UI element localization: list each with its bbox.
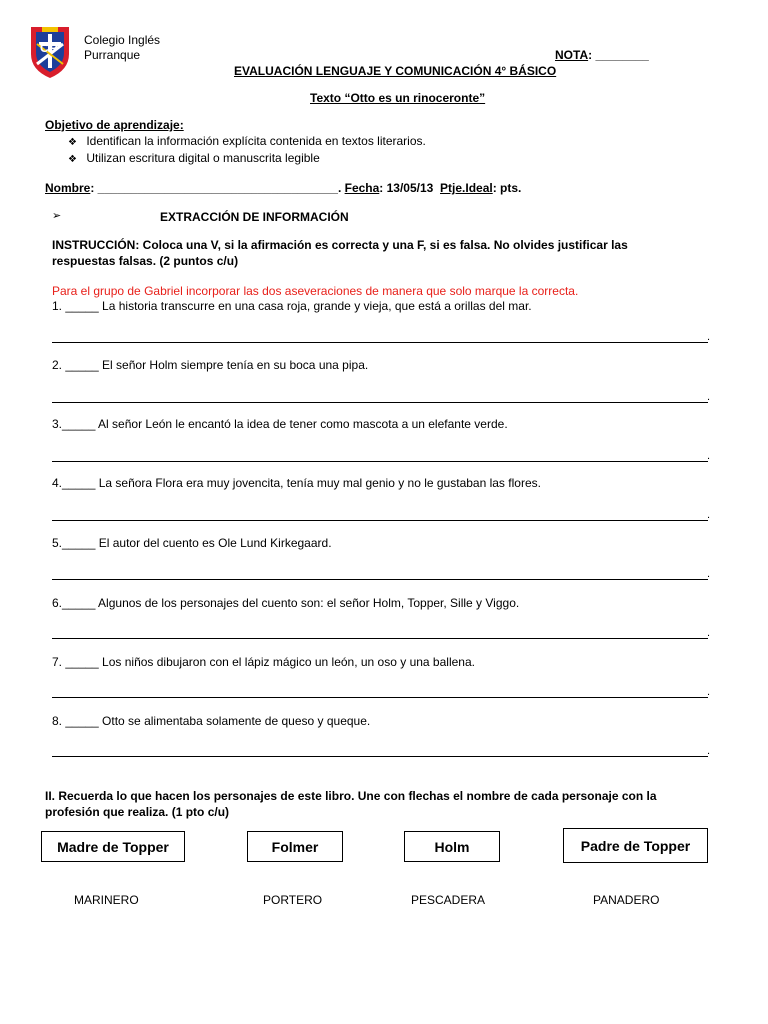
line-end-mark: . <box>707 745 711 757</box>
logo-text: CP <box>40 41 59 55</box>
school-name-line2: Purranque <box>84 48 141 62</box>
teacher-note: Para el grupo de Gabriel incorporar las dos aseveraciones de manera que solo marque la correcta. <box>52 284 579 298</box>
line-end-mark: . <box>707 331 711 343</box>
answer-line-4[interactable] <box>52 520 708 521</box>
objective-heading: Objetivo de aprendizaje: <box>45 118 184 132</box>
date-label: Fecha <box>344 181 380 195</box>
profession-marinero[interactable]: MARINERO <box>74 893 139 907</box>
answer-line-1[interactable] <box>52 342 708 343</box>
section2-heading-line1: II. Recuerda lo que hacen los personajes de este libro. Une con flechas el nombre de cada personaje con la <box>45 789 657 803</box>
document-subtitle: Texto “Otto es un rinoceronte” <box>310 91 486 105</box>
answer-line-3[interactable] <box>52 461 708 462</box>
grade-label: NOTA <box>555 48 589 62</box>
question-5: 5._____ El autor del cuento es Ole Lund Kirkegaard. <box>52 536 332 550</box>
answer-line-5[interactable] <box>52 579 708 580</box>
name-label: Nombre <box>45 181 91 195</box>
question-4: 4._____ La señora Flora era muy jovencita, tenía muy mal genio y no le gustaban las flores. <box>52 476 541 490</box>
date-value: : 13/05/13 <box>379 181 434 195</box>
student-info-row: Nombre: ____________________________________. Fecha: 13/05/13 Ptje.Ideal: pts. <box>45 181 522 195</box>
answer-line-6[interactable] <box>52 638 708 639</box>
question-7: 7. _____ Los niños dibujaron con el lápiz mágico un león, un oso y una ballena. <box>52 655 475 669</box>
profession-pescadera[interactable]: PESCADERA <box>411 893 486 907</box>
name-blank: : ____________________________________ <box>90 181 338 195</box>
question-3: 3._____ Al señor León le encantó la idea de tener como mascota a un elefante verde. <box>52 417 508 431</box>
profession-portero[interactable]: PORTERO <box>263 893 323 907</box>
document-title: EVALUACIÓN LENGUAJE Y COMUNICACIÓN 4° BÁSICO <box>234 64 557 78</box>
line-end-mark: . <box>707 686 711 698</box>
character-box-folmer[interactable]: Folmer <box>247 831 343 862</box>
line-end-mark: . <box>707 509 711 521</box>
section1-heading: EXTRACCIÓN DE INFORMACIÓN <box>160 210 349 224</box>
answer-line-8[interactable] <box>52 756 708 757</box>
objective-item-text: Identifican la información explícita contenida en textos literarios. <box>86 134 426 148</box>
instruction-line2: respuestas falsas. (2 puntos c/u) <box>52 254 239 268</box>
character-box-holm[interactable]: Holm <box>404 831 500 862</box>
score-value: : pts. <box>492 181 522 195</box>
answer-line-7[interactable] <box>52 697 708 698</box>
question-2: 2. _____ El señor Holm siempre tenía en su boca una pipa. <box>52 358 369 372</box>
objective-item-text: Utilizan escritura digital o manuscrita legible <box>86 151 320 165</box>
section2-heading-line2: profesión que realiza. (1 pto c/u) <box>45 805 230 819</box>
line-end-mark: . <box>707 568 711 580</box>
line-end-mark: . <box>707 450 711 462</box>
line-end-mark: . <box>707 391 711 403</box>
score-label: Ptje.Ideal <box>440 181 493 195</box>
school-name-line1: Colegio Inglés <box>84 33 161 47</box>
character-box-madre-de-topper[interactable]: Madre de Topper <box>41 831 185 862</box>
grade-blank: : ________ <box>588 48 649 62</box>
question-8: 8. _____ Otto se alimentaba solamente de queso y queque. <box>52 714 371 728</box>
school-logo <box>28 24 72 80</box>
objective-item <box>68 151 320 165</box>
arrow-bullet-icon: ➢ <box>52 210 62 222</box>
objective-item <box>68 134 426 148</box>
character-box-padre-de-topper[interactable]: Padre de Topper <box>563 828 708 863</box>
diamond-bullet-icon: ❖ <box>68 137 77 148</box>
instruction-line1: INSTRUCCIÓN: Coloca una V, si la afirmación es correcta y una F, si es falsa. No olvides justificar las <box>52 238 628 252</box>
line-end-mark: . <box>707 627 711 639</box>
question-6: 6._____ Algunos de los personajes del cuento son: el señor Holm, Topper, Sille y Viggo. <box>52 596 520 610</box>
grade-field <box>555 48 649 62</box>
question-1: 1. _____ La historia transcurre en una casa roja, grande y vieja, que está a orillas del mar. <box>52 299 532 313</box>
profession-panadero[interactable]: PANADERO <box>593 893 660 907</box>
answer-line-2[interactable] <box>52 402 708 403</box>
diamond-bullet-icon: ❖ <box>68 154 77 165</box>
